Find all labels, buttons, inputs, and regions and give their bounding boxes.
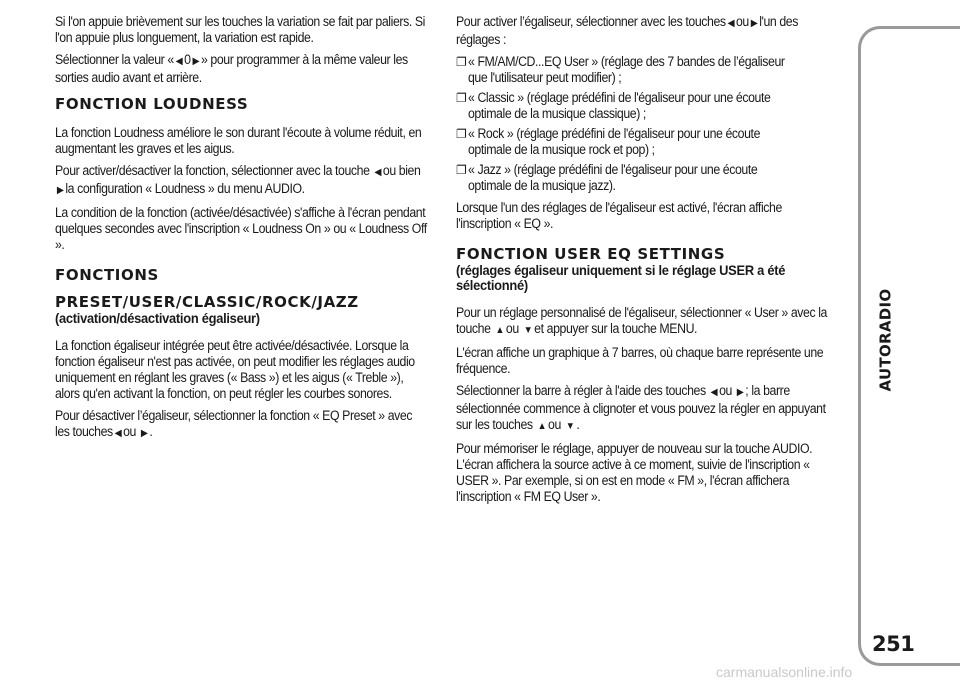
down-arrow-icon: ▼ <box>523 325 533 336</box>
paragraph-eq-indicator: Lorsque l'un des réglages de l'égaliseur est activé, l'écran affiche l'inscription « EQ ». <box>456 200 782 231</box>
right-arrow-icon: ▶ <box>736 387 744 398</box>
heading-preset-line1: FONCTIONS <box>55 266 159 284</box>
paragraph-bar-graph: L'écran affiche un graphique à 7 barres, où chaque barre représente une fréquence. <box>456 345 824 376</box>
subheading-preset: (activation/désactivation égaliseur) <box>55 310 260 326</box>
left-arrow-icon: ◀ <box>710 387 718 398</box>
up-arrow-icon: ▲ <box>495 325 505 336</box>
left-column <box>55 14 427 448</box>
heading-loudness: FONCTION LOUDNESS <box>55 95 249 113</box>
paragraph-equalizer-enable: Pour activer l’égaliseur, sélectionner avec les touches ◀ ou ▶ l'un des réglages : <box>456 14 798 47</box>
section-label: AUTORADIO <box>876 288 894 392</box>
list-item: ❐ « FM/AM/CD...EQ User » (réglage des 7 bandes de l’égaliseur que l'utilisateur peut modifier) ; <box>456 54 785 85</box>
subheading-user-eq: (réglages égaliseur uniquement si le réglage USER a été sélectionné) <box>456 262 786 293</box>
down-arrow-icon: ▼ <box>565 421 575 432</box>
list-item: ❐ « Classic » (réglage prédéfini de l'égaliseur pour une écoute optimale de la musique classique) ; <box>456 90 771 121</box>
paragraph-equalizer-disable: Pour désactiver l’égaliseur, sélectionner la fonction « EQ Preset » avec les touches ◀ ou ▶ . <box>55 408 428 442</box>
paragraph-select-zero: Sélectionner la valeur « ◀ 0 ▶ » pour programmer à la même valeur les sorties audio avant et arrière. <box>55 52 408 85</box>
list-item: ❐ « Jazz » (réglage prédéfini de l'égaliseur pour une écoute optimale de la musique jazz). <box>456 162 758 193</box>
paragraph-memorize: Pour mémoriser le réglage, appuyer de nouveau sur la touche AUDIO. L'écran affichera la source active à ce moment, suivie de l'inscription « USER ». Par exemple, si on est en mode « FM », l'écran affichera l'inscription « FM EQ User ». <box>456 441 813 504</box>
page-number: 251 <box>872 632 915 656</box>
list-item: ❐ « Rock » (réglage prédéfini de l'égaliseur pour une écoute optimale de la musique rock et pop) ; <box>456 126 761 157</box>
heading-user-eq: FONCTION USER EQ SETTINGS <box>456 245 726 263</box>
paragraph-user-select: Pour un réglage personnalisé de l'égaliseur, sélectionner « User » avec la touche ▲ ou ▼ et appuyer sur la touche MENU. <box>456 305 829 339</box>
right-arrow-icon: ▶ <box>192 56 200 67</box>
left-arrow-icon: ◀ <box>175 56 183 67</box>
up-arrow-icon: ▲ <box>537 421 547 432</box>
heading-preset-line2: PRESET/USER/CLASSIC/ROCK/JAZZ <box>55 293 359 311</box>
paragraph-loudness-status: La condition de la fonction (activée/désactivée) s'affiche à l'écran pendant quelques secondes avec l'inscription « Loudness On » ou « Loudness Off ». <box>55 205 427 252</box>
checkbox-icon: ❐ <box>456 127 467 141</box>
checkbox-icon: ❐ <box>456 163 467 177</box>
paragraph-loudness-toggle: Pour activer/désactiver la fonction, sélectionner avec la touche ◀ ou bien ▶ la configuration « Loudness » du menu AUDIO. <box>55 163 428 199</box>
right-arrow-icon: ▶ <box>750 18 758 29</box>
checkbox-icon: ❐ <box>456 55 467 69</box>
left-arrow-icon: ◀ <box>727 18 735 29</box>
watermark: carmanualsonline.info <box>716 664 853 680</box>
left-arrow-icon: ◀ <box>374 167 382 178</box>
paragraph-loudness-desc: La fonction Loudness améliore le son durant l'écoute à volume réduit, en augmentant les graves et les aigus. <box>55 125 422 156</box>
right-arrow-icon: ▶ <box>56 185 64 196</box>
right-arrow-icon: ▶ <box>140 428 148 439</box>
paragraph-bar-adjust: Sélectionner la barre à régler à l'aide des touches ◀ ou ▶ ; la barre sélectionnée commence à clignoter et vous pouvez la régler en appuyant sur les touches ▲ ou ▼ . <box>456 383 829 435</box>
right-column <box>456 14 828 511</box>
checkbox-icon: ❐ <box>456 91 467 105</box>
paragraph-step-variation: Si l'on appuie brièvement sur les touches la variation se fait par paliers. Si l'on appuie plus longuement, la variation est rapide. <box>55 14 425 45</box>
paragraph-equalizer-desc: La fonction égaliseur intégrée peut être activée/désactivée. Lorsque la fonction égaliseur n'est pas activée, on peut modifier les réglages audio uniquement en réglant les graves (« Bass ») et les aigus (« Treble »), alors qu'en activant la fonction, on peut régler les courbes sonores. <box>55 338 415 401</box>
left-arrow-icon: ◀ <box>114 428 122 439</box>
